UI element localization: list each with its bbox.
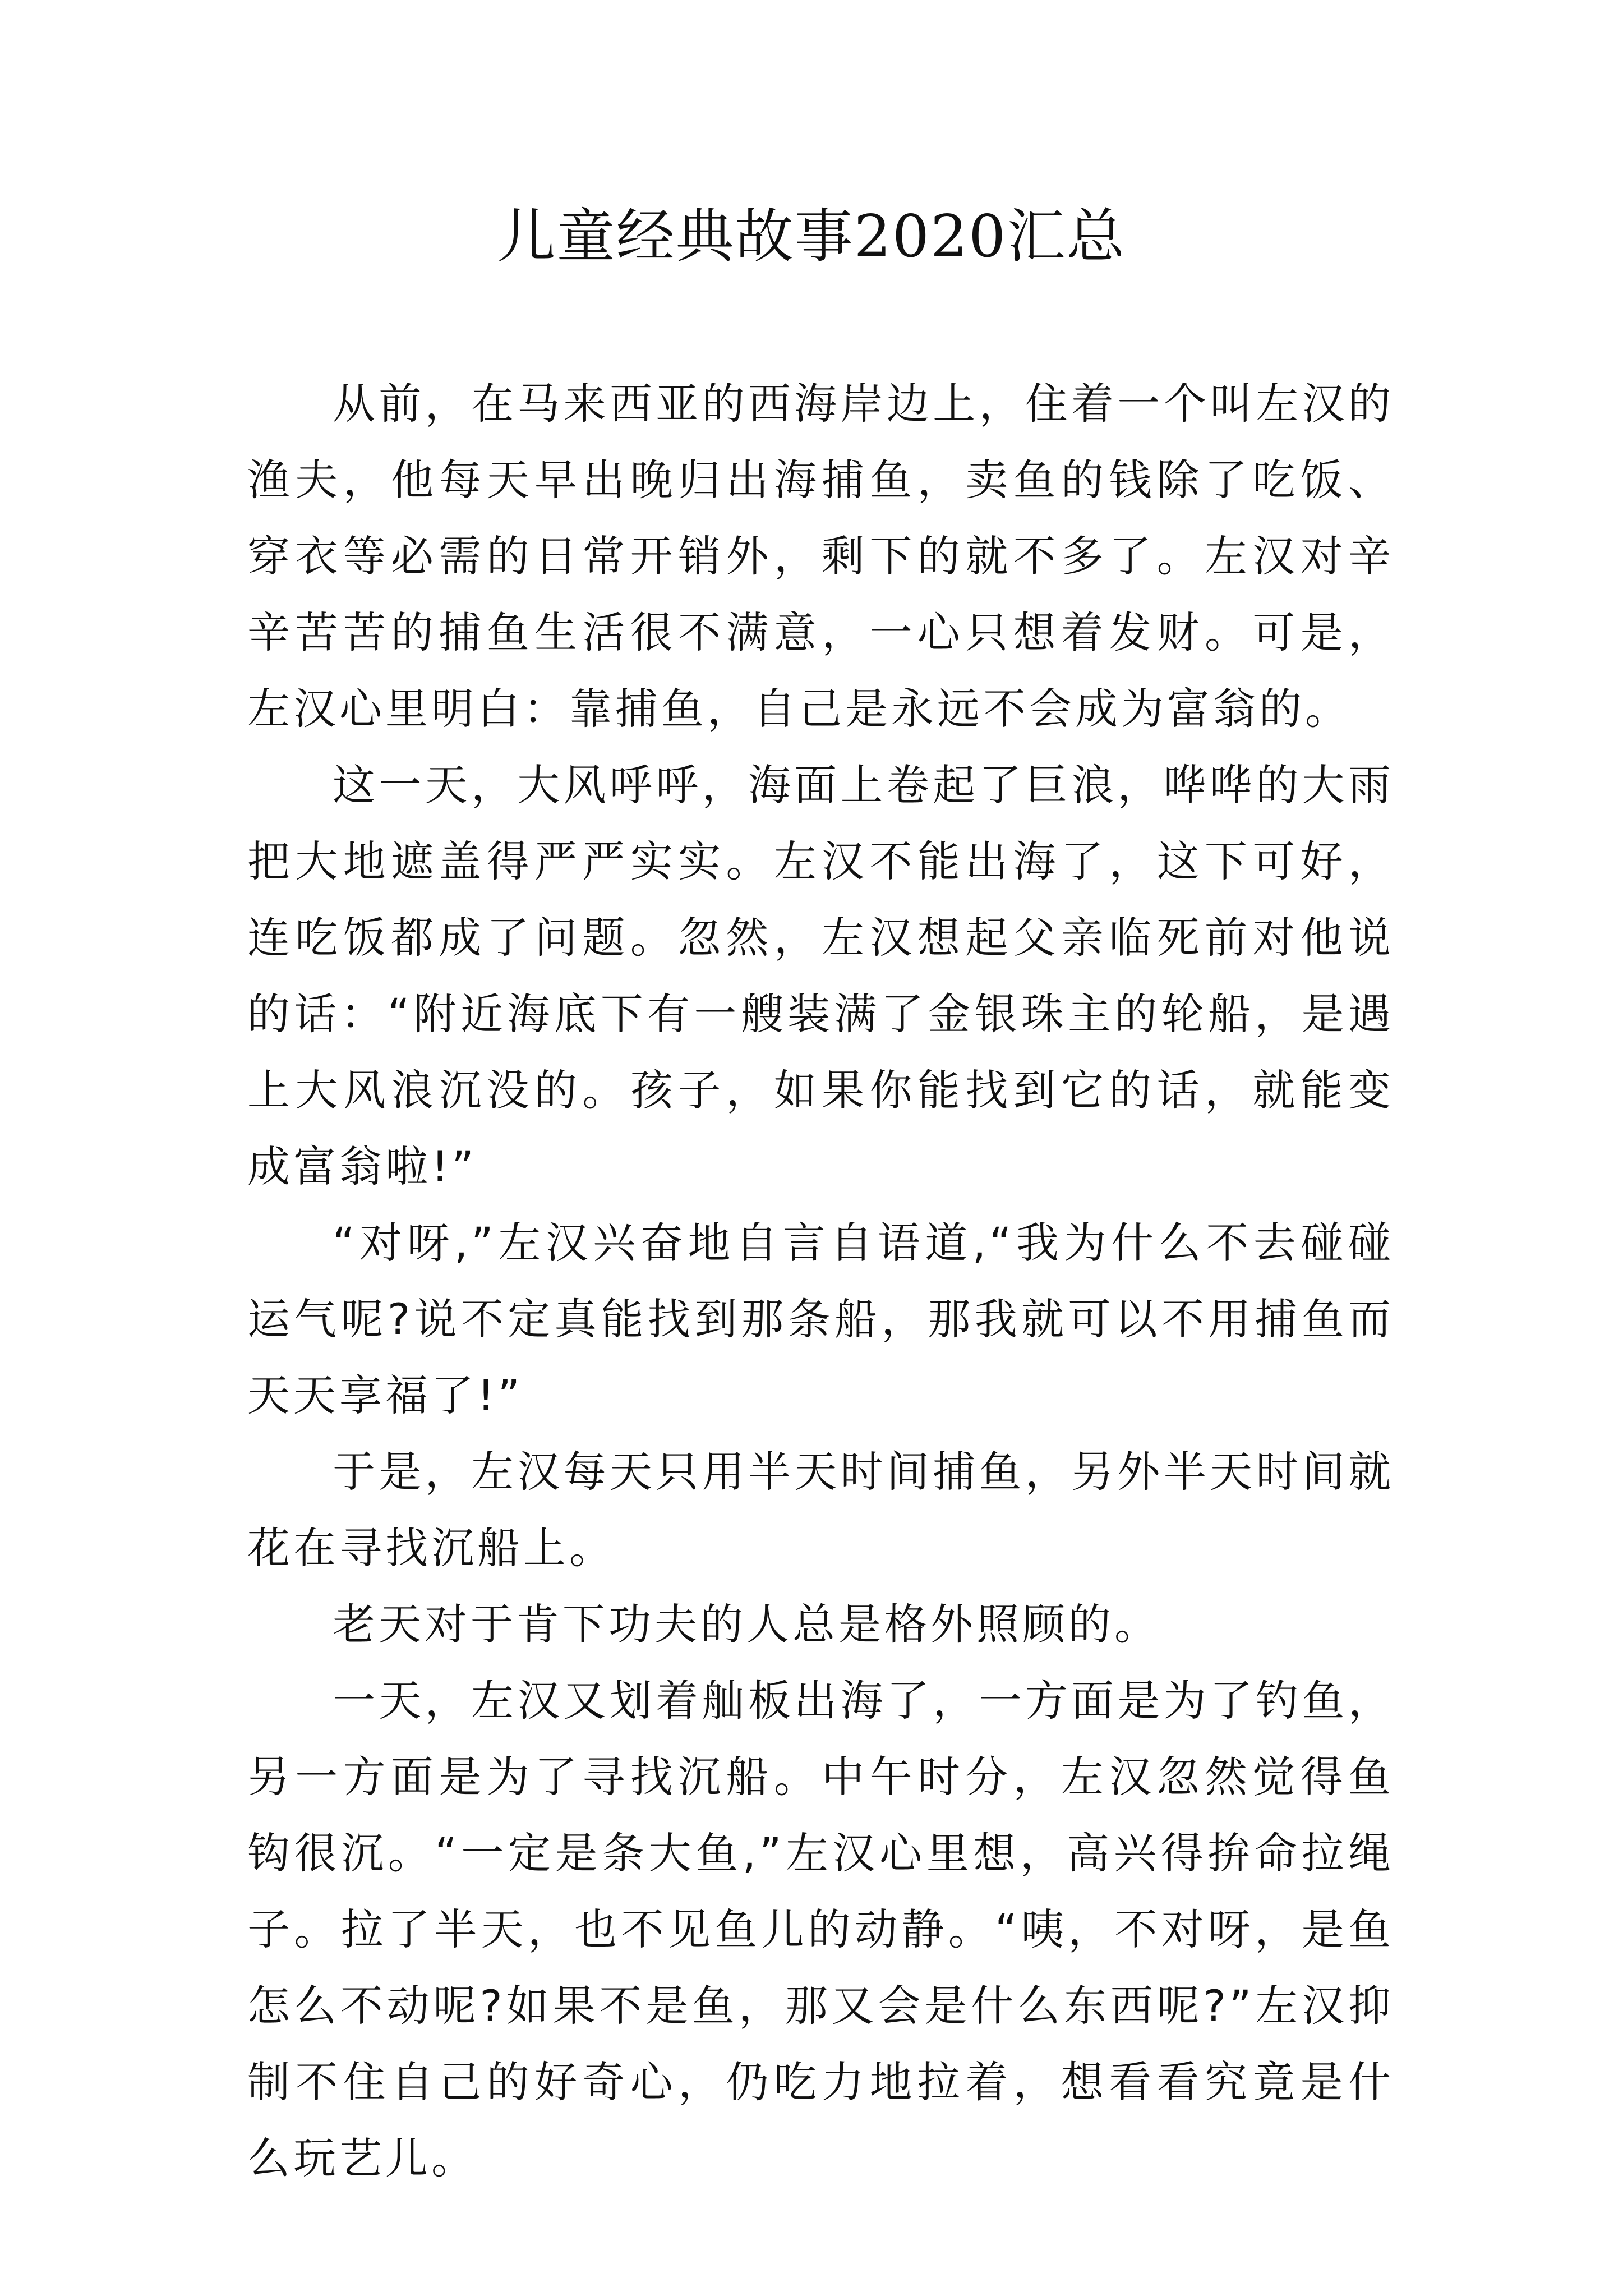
document-title: 儿童经典故事2020汇总 <box>497 202 1126 270</box>
paragraph: “对呀,”左汉兴奋地自言自语道,“我为什么不去碰碰运气呢?说不定真能找到那条船，那我就可以不用捕鱼而天天享福了!” <box>247 1218 1394 1420</box>
paragraph: 这一天，大风呼呼，海面上卷起了巨浪，哗哗的大雨把大地遮盖得严严实实。左汉不能出海了，这下可好，连吃饭都成了问题。忽然，左汉想起父亲临死前对他说的话：“附近海底下有一艘装满了金银珠主的轮船，是遇上大风浪沉没的。孩子，如果你能找到它的话，就能变成富翁啦!” <box>247 760 1394 1191</box>
document-body <box>247 366 1394 2197</box>
paragraph: 从前，在马来西亚的西海岸边上，住着一个叫左汉的渔夫，他每天早出晚归出海捕鱼，卖鱼的钱除了吃饭、穿衣等必需的日常开销外，剩下的就不多了。左汉对辛辛苦苦的捕鱼生活很不满意，一心只想着发财。可是，左汉心里明白：靠捕鱼，自己是永远不会成为富翁的。 <box>247 379 1394 734</box>
paragraph: 于是，左汉每天只用半天时间捕鱼，另外半天时间就花在寻找沉船上。 <box>247 1447 1394 1573</box>
paragraph: 老天对于肯下功夫的人总是格外照顾的。 <box>333 1599 1160 1649</box>
paragraph: 一天，左汉又划着舢板出海了，一方面是为了钓鱼，另一方面是为了寻找沉船。中午时分，左汉忽然觉得鱼钩很沉。“一定是条大鱼,”左汉心里想，高兴得拚命拉绳子。拉了半天，也不见鱼儿的动静。“咦，不对呀，是鱼怎么不动呢?如果不是鱼，那又会是什么东西呢?”左汉抑制不住自己的好奇心，仍吃力地拉着，想看看究竟是什么玩艺儿。 <box>247 1676 1394 2183</box>
